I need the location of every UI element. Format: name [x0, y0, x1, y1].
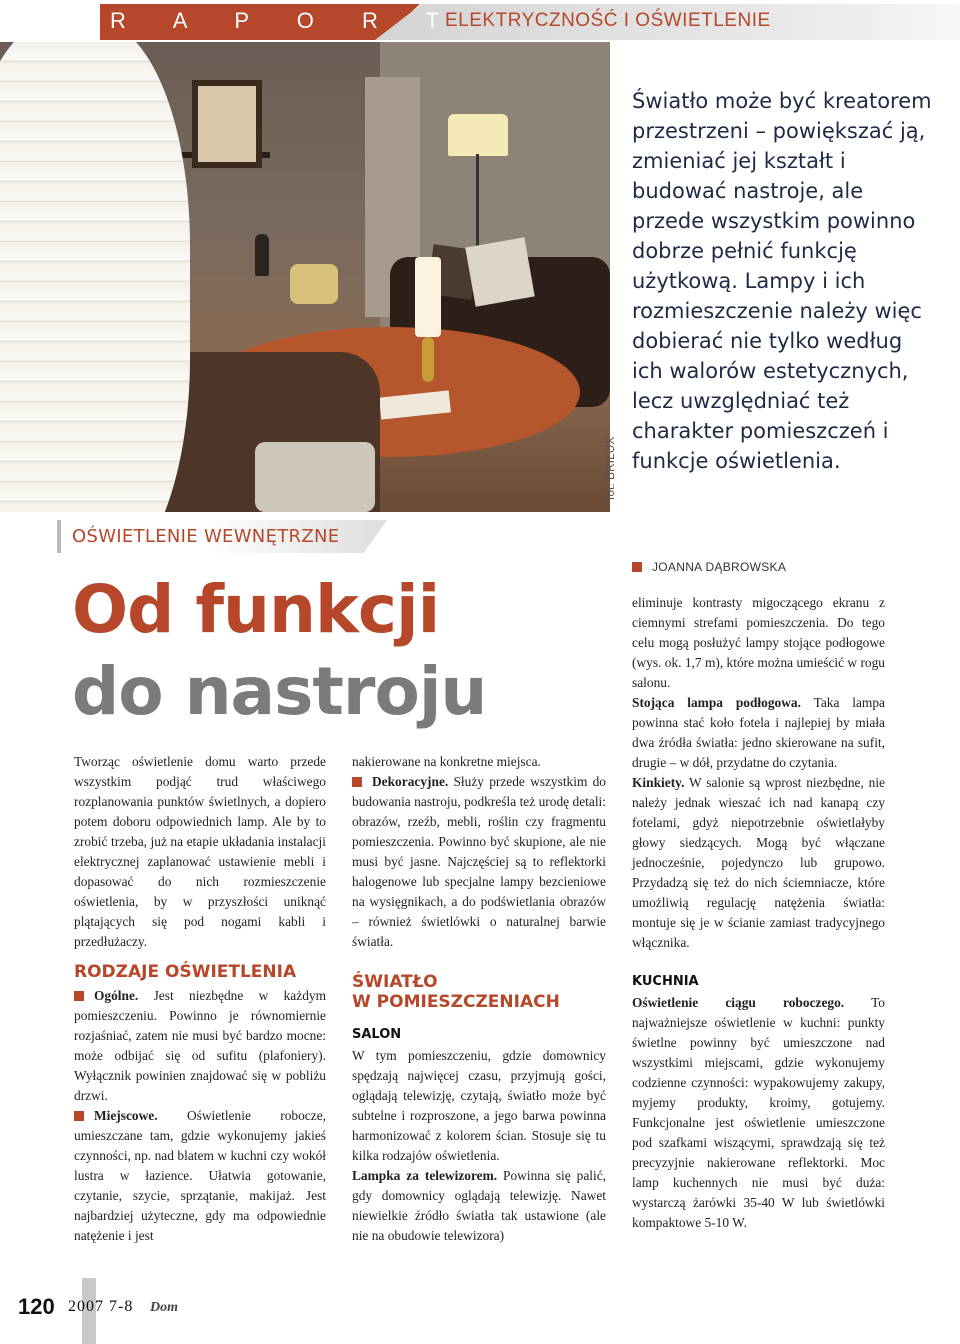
paragraph-lampka: [352, 1166, 606, 1246]
heading-salon: SALON: [352, 1027, 402, 1042]
headline-line-2: do nastroju: [72, 653, 487, 730]
photo-throw-blanket: [255, 442, 375, 512]
photo-paper-lamp: [0, 42, 190, 512]
label-miejscowe: Miejscowe.: [94, 1108, 158, 1123]
column-1: [74, 752, 326, 1246]
text-miejscowe: Oświetlenie robocze, umieszczane tam, gdzie wykonujemy jakieś czynności, np. nad blatem w kuchni czy wokół lustra w łazience. Ułatwia gotowanie, czytanie, szycie, sprzątanie, makijaż. Jest najbardziej użyteczne, gdy ma odpowiednie natężenie i jest: [74, 1108, 326, 1243]
photo-vase: [255, 234, 269, 276]
paragraph-dekoracyjne: [352, 772, 606, 952]
photo-cushion-light: [465, 237, 535, 307]
text-stojaca: Taka lampa powinna stać koło fotela i najlepiej by miała dwa źródła światła: jedno skierowane na sufit, drugie – w dół, przydatne do czytania.: [632, 695, 885, 770]
author-name: JOANNA DĄBROWSKA: [652, 560, 787, 574]
section-label: R A P O R T: [110, 8, 461, 33]
label-ciag: Oświetlenie ciągu roboczego.: [632, 995, 845, 1010]
lead-paragraph: Światło może być kreatorem przestrzeni – powiększać ją, zmieniać jej kształt i budować nastroje, ale przede wszystkim powinno dobrze pełnić funkcję użytkową. Lampy i ich rozmieszczenie należy więc dobierać nie tylko według ich walorów estetycznych, lecz uwzględniać też charakter pomieszczeń i funkcje oświetlenia.: [632, 89, 932, 473]
text-miejscowe-cont: nakierowane na konkretne miejsca.: [352, 754, 541, 769]
paragraph-ciag: [632, 993, 885, 1233]
photo-floor-lamp-shade: [448, 114, 508, 156]
paragraph-salon: W tym pomieszczeniu, gdzie domownicy spędzają najwięcej czasu, przyjmują gości, oglądają telewizję, czytają, światło może być subtelne i rozproszone, a jego barwa powinna harmonizować z kolorem ścian. Stosuje się tu kilka rodzajów oświetlenia.: [352, 1048, 606, 1163]
heading-swiatlo: [352, 972, 606, 1012]
issue-number: 2007 7-8: [68, 1298, 134, 1315]
author-byline: [632, 560, 786, 574]
photo-picture-frame: [192, 80, 262, 168]
kicker-band: [57, 520, 387, 553]
text-dekoracyjne: Służy przede wszystkim do budowania nastroju, podkreśla też urodę detali: obrazów, rzeźb, mebli, roślin czy fragmentu pomieszczenia. Powinno być skupione, ale nie musi być jasne. Najczęściej są to reflektorki halogenowe lub specjalne lampy bezcieniowe na wysięgnikach, a do podświetlania obrazów – również świetlówki o naturalnej barwie światła.: [352, 774, 606, 949]
label-lampka: Lampka za telewizorem.: [352, 1168, 498, 1183]
label-dekoracyjne: Dekoracyjne.: [372, 774, 449, 789]
label-kinkiety: Kinkiety.: [632, 775, 685, 790]
interior-photo: [0, 42, 610, 512]
text-kinkiety: W salonie są wprost niezbędne, nie należy jednak wieszać ich nad kanapą czy fotelami, gdyż niepotrzebnie oświetlałyby głowy siedzących. Mogą być włączane jednocześnie, pojedynczo lub grupowo. Przydadzą się też do nich ściemniacze, które umożliwią regulację natężenia światła: montuje się je w ścianie zamiast tradycyjnego włącznika.: [632, 775, 885, 950]
heading-swiatlo-line-1: ŚWIATŁO: [352, 972, 438, 992]
text-ciag: To najważniejsze oświetlenie w kuchni: punkty świetlne powinny być umieszczone nad wszystkimi miejscami, gdzie wykonujemy codzienne czynności: wypakowujemy zakupy, myjemy produkty, kroimy, gotujemy. Funkcjonalne jest oświetlenie umieszczone pod szafkami wiszącymi, sprawdzają się też precyzyjnie nakierowane reflektorki. Moc lamp kuchennych nie musi być duża: wystarczą żarówki 35-40 W lub świetlówki kompaktowe 5-10 W.: [632, 995, 886, 1230]
magazine-logo: Dom: [150, 1300, 178, 1315]
paragraph-stojaca: [632, 693, 885, 773]
headline-line-1: Od funkcji: [72, 571, 440, 648]
bullet-square-icon: [632, 562, 642, 572]
paragraph-kinkiety: [632, 773, 885, 953]
photo-table-lamp-base: [422, 337, 434, 382]
photo-table-lamp: [415, 257, 441, 337]
page-number: 120: [18, 1294, 55, 1319]
label-stojaca: Stojąca lampa podłogowa.: [632, 695, 801, 710]
category-label: ELEKTRYCZNOŚĆ I OŚWIETLENIE: [445, 10, 771, 31]
heading-swiatlo-line-2: W POMIESZCZENIACH: [352, 992, 560, 1012]
paragraph-ogolne: [74, 986, 326, 1106]
kicker-text: OŚWIETLENIE WEWNĘTRZNE: [72, 526, 340, 547]
photo-picture: [198, 86, 256, 162]
paragraph-miejscowe: [74, 1106, 326, 1246]
column-3: [632, 593, 885, 1233]
bullet-square-icon: [352, 777, 362, 787]
photo-credit: fot. BRILUX: [603, 436, 617, 500]
column-2: [352, 752, 606, 1246]
heading-rodzaje: RODZAJE OŚWIETLENIA: [74, 962, 297, 982]
label-ogolne: Ogólne.: [94, 988, 139, 1003]
page-header: [75, 0, 960, 42]
text-lampka-cont: eliminuje kontrasty migoczącego ekranu z ciemnymi strefami pomieszczenia. Do tego celu mogą posłużyć lampy stojące podłogowe (wys. ok. 1,7 m), które można umieścić w rogu salonu.: [632, 595, 885, 690]
text-lampka: Powinna się palić, gdy domownicy oglądają telewizję. Nawet niewielkie źródło światła tak ustawione (ale nie na obudowie telewizora): [352, 1168, 606, 1243]
intro-paragraph: Tworząc oświetlenie domu warto przede wszystkim podjąć trud właściwego rozplanowania punktów świetlnych, a dopiero potem doboru odpowiednich lamp. Ale by to zrobić trzeba, już na etapie układania instalacji elektrycznej zaplanować ustawienie mebli i dopasować do nich rozmieszczenie oświetlenia, by w przyszłości uniknąć plątających się pod nogami kabli i przedłużaczy.: [74, 754, 326, 949]
kicker-band-rule: [57, 520, 61, 553]
bullet-square-icon: [74, 991, 84, 1001]
bullet-square-icon: [74, 1111, 84, 1121]
heading-kuchnia: KUCHNIA: [632, 974, 699, 989]
photo-yellow-chair: [290, 264, 338, 304]
text-ogolne: Jest niezbędne w każdym pomieszczeniu. Powinno je równomiernie rozjaśniać, zatem nie musi być bardzo mocne: może odbijać się od sufitu (plafoniery). Wyłącznik powinien znajdować się w pobliżu drzwi.: [74, 988, 326, 1103]
